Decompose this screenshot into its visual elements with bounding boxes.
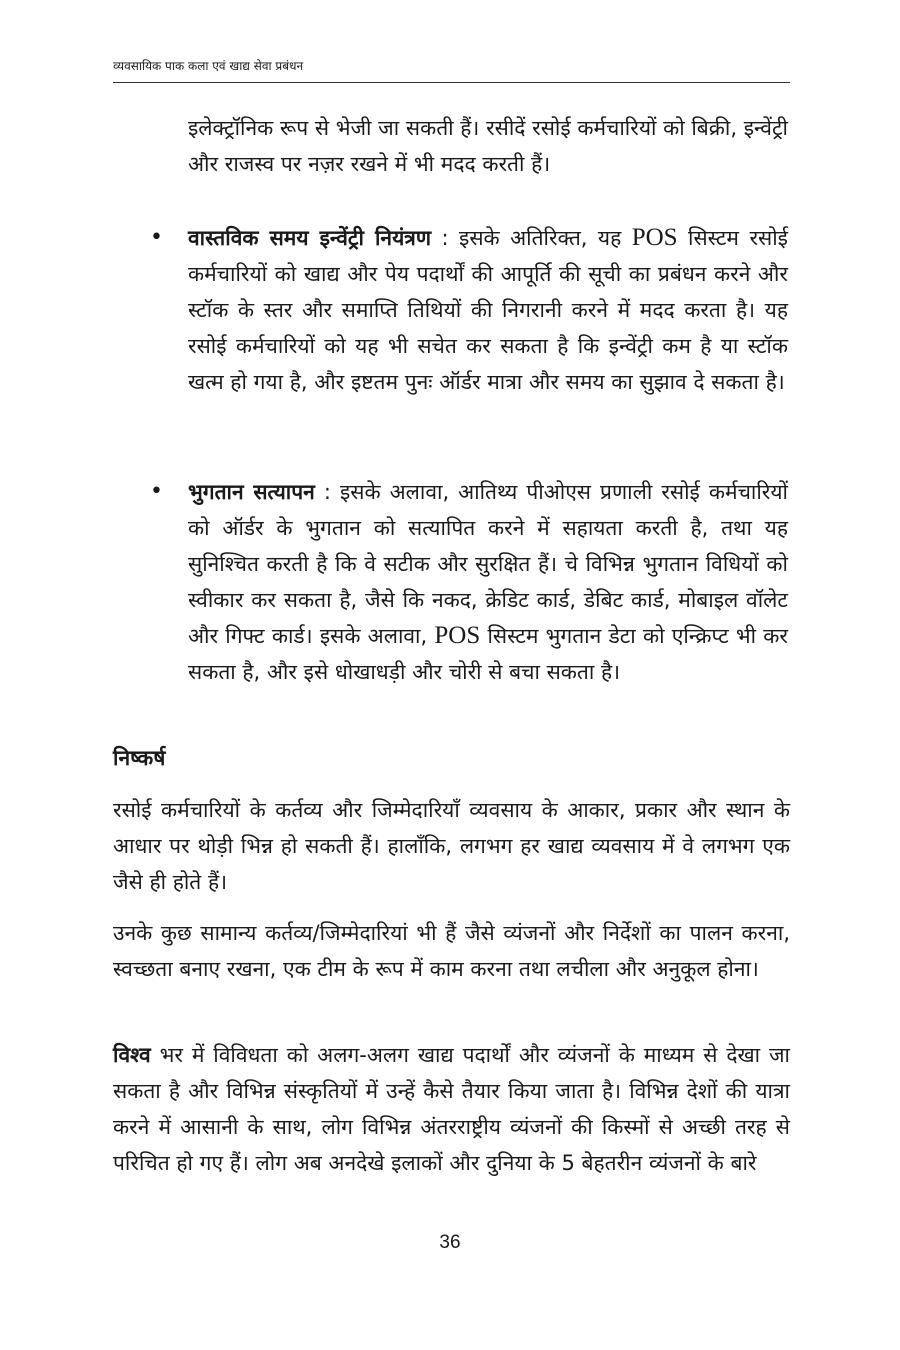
bullet-body-after: सिस्टम भुगतान डेटा को एन्क्रिप्ट भी कर सकता है, और इसे धोखाधड़ी और चोरी से बचा सकता है। — [188, 624, 788, 684]
running-header: व्यवसायिक पाक कला एवं खाद्य सेवा प्रबंधन — [113, 59, 304, 73]
paragraph-lead-word: विश्व — [113, 1043, 151, 1067]
intro-continuation: इलेक्ट्रॉनिक रूप से भेजी जा सकती हैं। रसीदें रसोई कर्मचारियों को बिक्री, इन्वेंट्री और राजस्व पर नज़र रखने में भी मदद करती हैं। — [188, 116, 788, 176]
header-rule — [113, 82, 790, 83]
bullet-text — [188, 474, 788, 690]
paragraph-body: भर में विविधता को अलग-अलग खाद्य पदार्थों और व्यंजनों के माध्यम से देखा जा सकता है और विभिन्न संस्कृतियों में उन्हें कैसे तैयार किया जाता है। विभिन्न देशों की यात्रा करने में आसानी के साथ, लोग विभिन्न अंतरराष्ट्रीय व्यंजनों की किस्मों से अच्छी तरह से परिचित हो गए हैं। लोग अब अनदेखे इलाकों और दुनिया के 5 बेहतरीन व्यंजनों के बारे — [113, 1043, 790, 1175]
bullet-text — [188, 220, 788, 400]
bullet-latin-term: POS — [434, 622, 481, 649]
conclusion-paragraph-3 — [113, 1037, 790, 1181]
bullet-marker: • — [150, 225, 163, 250]
bullet-body-after: सिस्टम रसोई कर्मचारियों को खाद्य और पेय पदार्थों की आपूर्ति की सूची का प्रबंधन करने और स्टॉक के स्तर और समाप्ति तिथियों की निगरानी करने में मदद करता है। यह रसोई कर्मचारियों को यह भी सचेत कर सकता है कि इन्वेंट्री कम है या स्टॉक खत्म हो गया है, और इष्टतम पुनः ऑर्डर मात्रा और समय का सुझाव दे सकता है। — [188, 226, 788, 394]
section-heading: निष्कर्ष — [113, 746, 166, 770]
page-number: 36 — [439, 1232, 461, 1253]
conclusion-paragraph-2: उनके कुछ सामान्य कर्तव्य/जिम्मेदारियां भी हैं जैसे व्यंजनों और निर्देशों का पालन करना, स्वच्छता बनाए रखना, एक टीम के रूप में काम करना तथा लचीला और अनुकूल होना। — [113, 921, 790, 981]
bullet-term: भुगतान सत्यापन — [188, 480, 315, 504]
bullet-body-before: : इसके अलावा, आतिथ्य पीओएस प्रणाली रसोई कर्मचारियों को ऑर्डर के भुगतान को सत्यापित करने में सहायता करती है, तथा यह सुनिश्चित करती है कि वे सटीक और सुरक्षित हैं। चे विभिन्न भुगतान विधियों को स्वीकार कर सकता है, जैसे कि नकद, क्रेडिट कार्ड, डेबिट कार्ड, मोबाइल वॉलेट और गिफ्ट कार्ड। इसके अलावा, — [188, 480, 788, 648]
conclusion-paragraph-1: रसोई कर्मचारियों के कर्तव्य और जिम्मेदारियाँ व्यवसाय के आकार, प्रकार और स्थान के आधार पर थोड़ी भिन्न हो सकती हैं। हालाँकि, लगभग हर खाद्य व्यवसाय में वे लगभग एक जैसे ही होते हैं। — [113, 798, 790, 894]
bullet-body-before: : इसके अतिरिक्त, यह — [431, 226, 632, 250]
bullet-latin-term: POS — [631, 224, 678, 251]
bullet-marker: • — [150, 479, 163, 504]
bullet-term: वास्तविक समय इन्वेंट्री नियंत्रण — [188, 226, 432, 250]
